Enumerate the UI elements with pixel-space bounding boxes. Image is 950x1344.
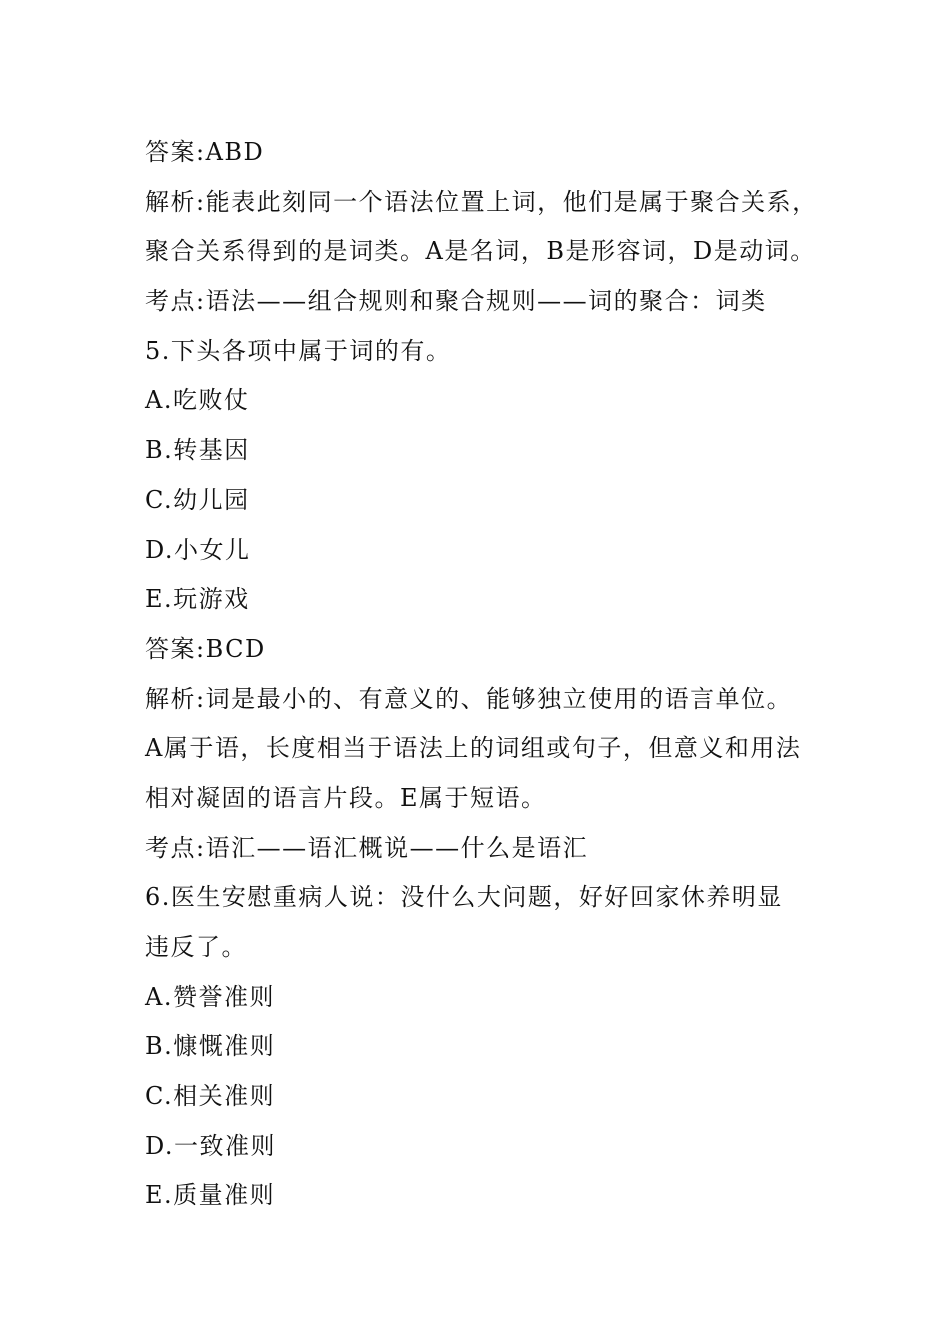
question-5-option-a: A.吃败仗 <box>145 386 250 415</box>
topic-line-q4: 考点:语法——组合规则和聚合规则——词的聚合：词类 <box>145 287 767 316</box>
question-6-option-d: D.一致准则 <box>145 1131 277 1160</box>
question-5-stem: 5.下头各项中属于词的有。 <box>145 336 452 365</box>
question-5-option-e: E.玩游戏 <box>145 585 250 614</box>
question-6-stem-2: 违反了。 <box>145 933 247 961</box>
question-6-option-b: B.慷慨准则 <box>145 1032 276 1061</box>
question-6-stem-1: 6.医生安慰重病人说：没什么大问题，好好回家休养明显 <box>145 883 783 912</box>
answer-line-q4: 答案:ABD <box>145 138 265 166</box>
analysis-line-q4-1: 解析:能表此刻同一个语法位置上词，他们是属于聚合关系， <box>145 187 818 216</box>
question-6-option-e: E.质量准则 <box>145 1181 276 1210</box>
document-body <box>145 128 825 1221</box>
question-5-option-d: D.小女儿 <box>145 535 251 564</box>
analysis-line-q5-1: 解析:词是最小的、有意义的、能够独立使用的语言单位。 <box>145 684 793 713</box>
question-5-option-c: C.幼儿园 <box>145 485 250 514</box>
question-6-option-a: A.赞誉准则 <box>145 982 275 1011</box>
answer-line-q5: 答案:BCD <box>145 634 266 663</box>
analysis-line-q5-3: 相对凝固的语言片段。E属于短语。 <box>145 783 547 812</box>
question-5-option-b: B.转基因 <box>145 436 250 465</box>
topic-line-q5: 考点:语汇——语汇概说——什么是语汇 <box>145 833 589 862</box>
analysis-line-q4-2: 聚合关系得到的是词类。A是名词，B是形容词，D是动词。 <box>145 237 816 266</box>
analysis-line-q5-2: A属于语，长度相当于语法上的词组或句子，但意义和用法 <box>145 734 802 763</box>
question-6-option-c: C.相关准则 <box>145 1082 276 1111</box>
